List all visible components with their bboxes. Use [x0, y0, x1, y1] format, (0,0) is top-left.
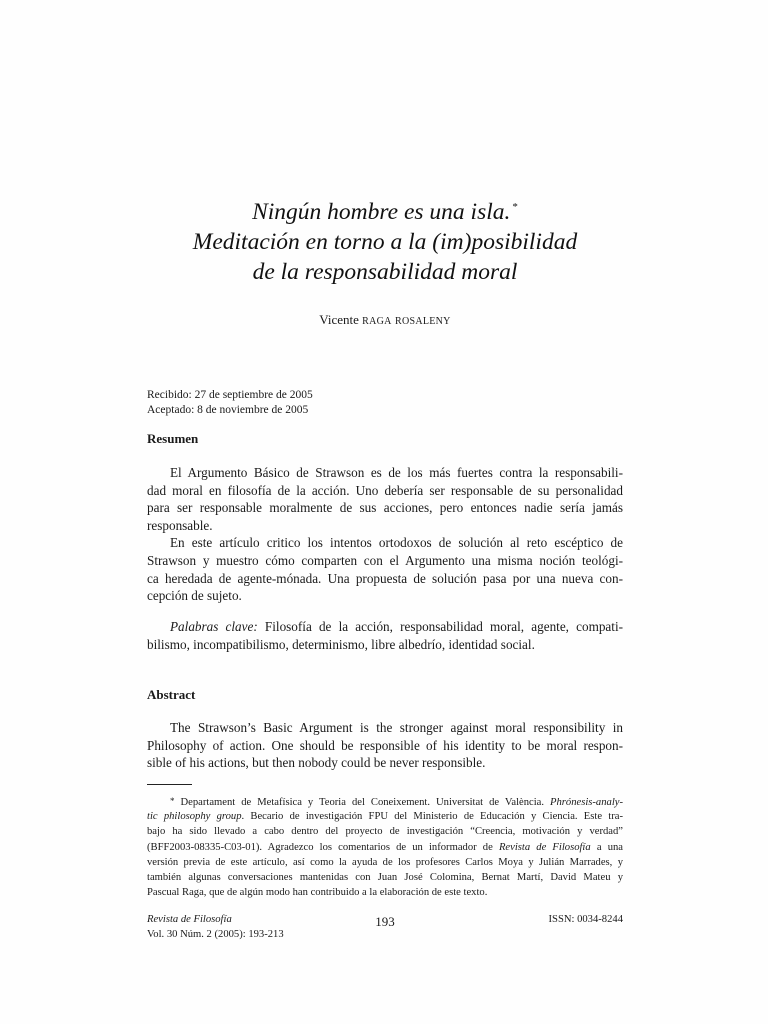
title-line-3: de la responsabilidad moral — [252, 259, 518, 285]
footnote-line: Pascual Raga, que de algún modo han contribuido a la elaboración de este texto. — [147, 887, 488, 899]
keywords-line: Palabras clave: Filosofía de la acción, responsabilidad moral, agente, compati- — [170, 619, 624, 634]
resumen-line: dad moral en filosofía de la acción. Uno debería ser responsable de su personalidad — [147, 482, 623, 498]
keywords-label: Palabras clave: — [170, 619, 258, 634]
resumen-body — [147, 464, 623, 605]
abstract-line: Philosophy of action. One should be responsible of his identity to be moral respon- — [147, 737, 623, 753]
abstract-line: sible of his actions, but then nobody could be never responsible. — [147, 755, 486, 771]
journal-citation — [147, 912, 284, 942]
footnote-mark[interactable]: * — [512, 201, 518, 213]
submission-dates — [147, 388, 623, 418]
journal-volume: Vol. 30 Núm. 2 (2005): 193-213 — [147, 929, 284, 940]
author-name: Vicente RAGA ROSALENY — [319, 312, 451, 327]
footnote-line: bajo ha sido llevado a cabo dentro del proyecto de investigación “Creencia, motivación y verdad” — [147, 826, 623, 838]
resumen-heading: Resumen — [147, 431, 199, 446]
footnote-divider — [147, 784, 192, 785]
footnote-line: tic philosophy group. Becario de investigación FPU del Ministerio de Educación y Ciencia. Este tra- — [147, 811, 623, 823]
footnote-line: también algunas conversaciones mantenidas con Juan José Colomina, Bernat Martí, David Mateu y — [147, 871, 623, 883]
article-title — [147, 192, 623, 287]
abstract-body — [147, 719, 623, 772]
journal-name: Revista de Filosofía — [147, 914, 232, 925]
title-line-2: Meditación en torno a la (im)posibilidad — [192, 229, 578, 255]
footnote — [147, 794, 623, 900]
footnote-line: * Departament de Metafísica y Teoria del Coneixement. Universitat de València. Phrónesis-analy- — [170, 796, 623, 808]
footnote-line: (BFF2003-08335-C03-01). Agradezco los comentarios de un informador de Revista de Filosofía a una — [147, 841, 623, 853]
title-line-1: Ningún hombre es una isla. * — [252, 199, 518, 225]
resumen-line: cepción de sujeto. — [147, 588, 242, 604]
resumen-line: para ser responsable moralmente de sus acciones, pero entonces nadie sería jamás — [147, 500, 623, 516]
received-date: Recibido: 27 de septiembre de 2005 — [147, 389, 313, 401]
accepted-date: Aceptado: 8 de noviembre de 2005 — [147, 404, 309, 416]
resumen-line: ca heredada de agente-mónada. Una propuesta de solución pasa por una nueva con- — [147, 570, 623, 586]
resumen-line: Strawson y muestro cómo comparten con el Argumento una misma noción teológi- — [147, 552, 623, 568]
resumen-line: responsable. — [147, 517, 213, 533]
page-number: 193 — [375, 914, 395, 929]
keywords-line: bilismo, incompatibilismo, determinismo, libre albedrío, identidad social. — [147, 636, 535, 652]
resumen-line: El Argumento Básico de Strawson es de los más fuertes contra la responsabili- — [170, 465, 623, 480]
keywords — [147, 618, 623, 653]
resumen-line: En este artículo critico los intentos ortodoxos de solución al reto escéptico de — [170, 535, 623, 551]
issn: ISSN: 0034-8244 — [548, 914, 623, 925]
footnote-line: versión previa de este artículo, así como la ayuda de los profesores Carlos Moya y Julián Marrades, y — [147, 856, 623, 868]
abstract-line: The Strawson’s Basic Argument is the stronger against moral responsibility in — [170, 720, 623, 735]
paper-page — [147, 0, 623, 1024]
abstract-heading: Abstract — [147, 687, 196, 702]
footnote-marker: * — [170, 796, 175, 806]
